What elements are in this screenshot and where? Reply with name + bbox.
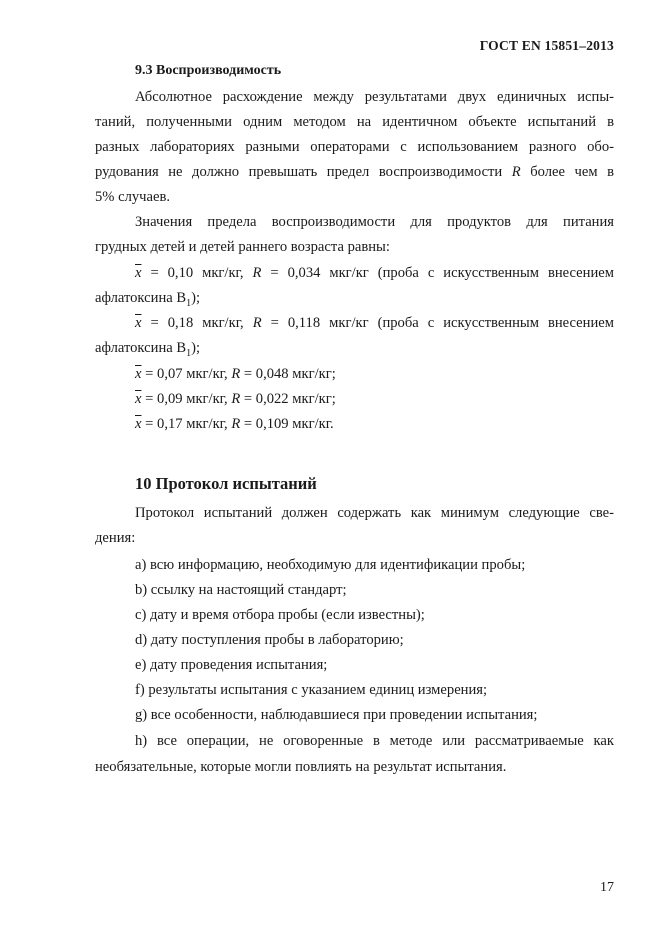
paragraph-line: дения: [95,530,136,546]
r-symbol: R [252,265,262,281]
paragraph-line: таний, полученными одним методом на идентичном объекте испытаний в [95,114,614,130]
r-value: = 0,022 мкг/кг; [243,391,336,407]
continuation-end: ); [191,290,201,306]
r-symbol: R [231,416,241,432]
list-item: f) результаты испытания с указанием единиц измерения; [135,682,488,698]
paragraph-line [95,162,614,182]
paragraph-line: Протокол испытаний должен содержать как минимум следующие све- [135,505,614,521]
list-item-continuation: необязательные, которые могли повлиять на результат испытания. [95,759,507,775]
list-item: h) все операции, не оговоренные в методе или рассматриваемые как [135,733,614,749]
section-9-3-title: 9.3 Воспроизводимость [135,63,282,78]
section-10-title: 10 Протокол испытаний [135,474,317,493]
value-line [135,389,614,409]
subscript: 1 [186,297,192,309]
mean-value: = 0,07 мкг/кг, [145,366,228,382]
r-value: = 0,034 мкг/кг (проба с искусственным внесением [270,265,614,281]
mean-value: = 0,10 мкг/кг, [150,265,244,281]
r-value: = 0,109 мкг/кг. [243,416,334,432]
value-line-continuation [95,338,614,358]
reproducibility-symbol: R [511,164,521,180]
paragraph-text: более чем в [530,164,614,180]
standard-code: ГОСТ EN 15851–2013 [479,38,614,53]
list-item: d) дату поступления пробы в лабораторию; [135,632,404,648]
list-item: c) дату и время отбора пробы (если известны); [135,607,425,623]
r-symbol: R [231,391,241,407]
value-line [135,263,614,283]
mean-value: = 0,18 мкг/кг, [150,315,244,331]
paragraph-text: рудования не должно превышать предел воспроизводимости [95,164,503,180]
mean-value: = 0,09 мкг/кг, [145,391,228,407]
mean-symbol: $\overline{x}$ [135,265,142,281]
value-line-continuation [95,288,614,308]
page-number: 17 [600,880,614,895]
r-value: = 0,048 мкг/кг; [243,366,336,382]
continuation-end: ); [191,340,201,356]
continuation-text: афлатоксина B [95,340,187,356]
value-line [135,364,614,384]
paragraph-line: разных лабораториях разными операторами с использованием разного обо- [95,139,614,155]
paragraph-line: 5% случаев. [95,189,170,205]
mean-symbol: $\overline{x}$ [135,416,142,432]
r-symbol: R [252,315,262,331]
mean-value: = 0,17 мкг/кг, [145,416,228,432]
mean-symbol: $\overline{x}$ [135,366,142,382]
mean-symbol: $\overline{x}$ [135,315,142,331]
mean-symbol: $\overline{x}$ [135,391,142,407]
r-symbol: R [231,366,241,382]
paragraph-line: Абсолютное расхождение между результатами двух единичных испы- [135,89,614,105]
value-line [135,414,614,434]
list-item: g) все особенности, наблюдавшиеся при проведении испытания; [135,707,538,723]
value-line [135,313,614,333]
list-item: a) всю информацию, необходимую для идентификации пробы; [135,557,526,573]
subscript: 1 [186,347,192,359]
paragraph-line: Значения предела воспроизводимости для продуктов для питания [135,214,614,230]
continuation-text: афлатоксина B [95,290,187,306]
list-item: e) дату проведения испытания; [135,657,328,673]
paragraph-line: грудных детей и детей раннего возраста равны: [95,239,390,255]
r-value: = 0,118 мкг/кг (проба с искусственным внесением [270,315,614,331]
list-item: b) ссылку на настоящий стандарт; [135,582,347,598]
